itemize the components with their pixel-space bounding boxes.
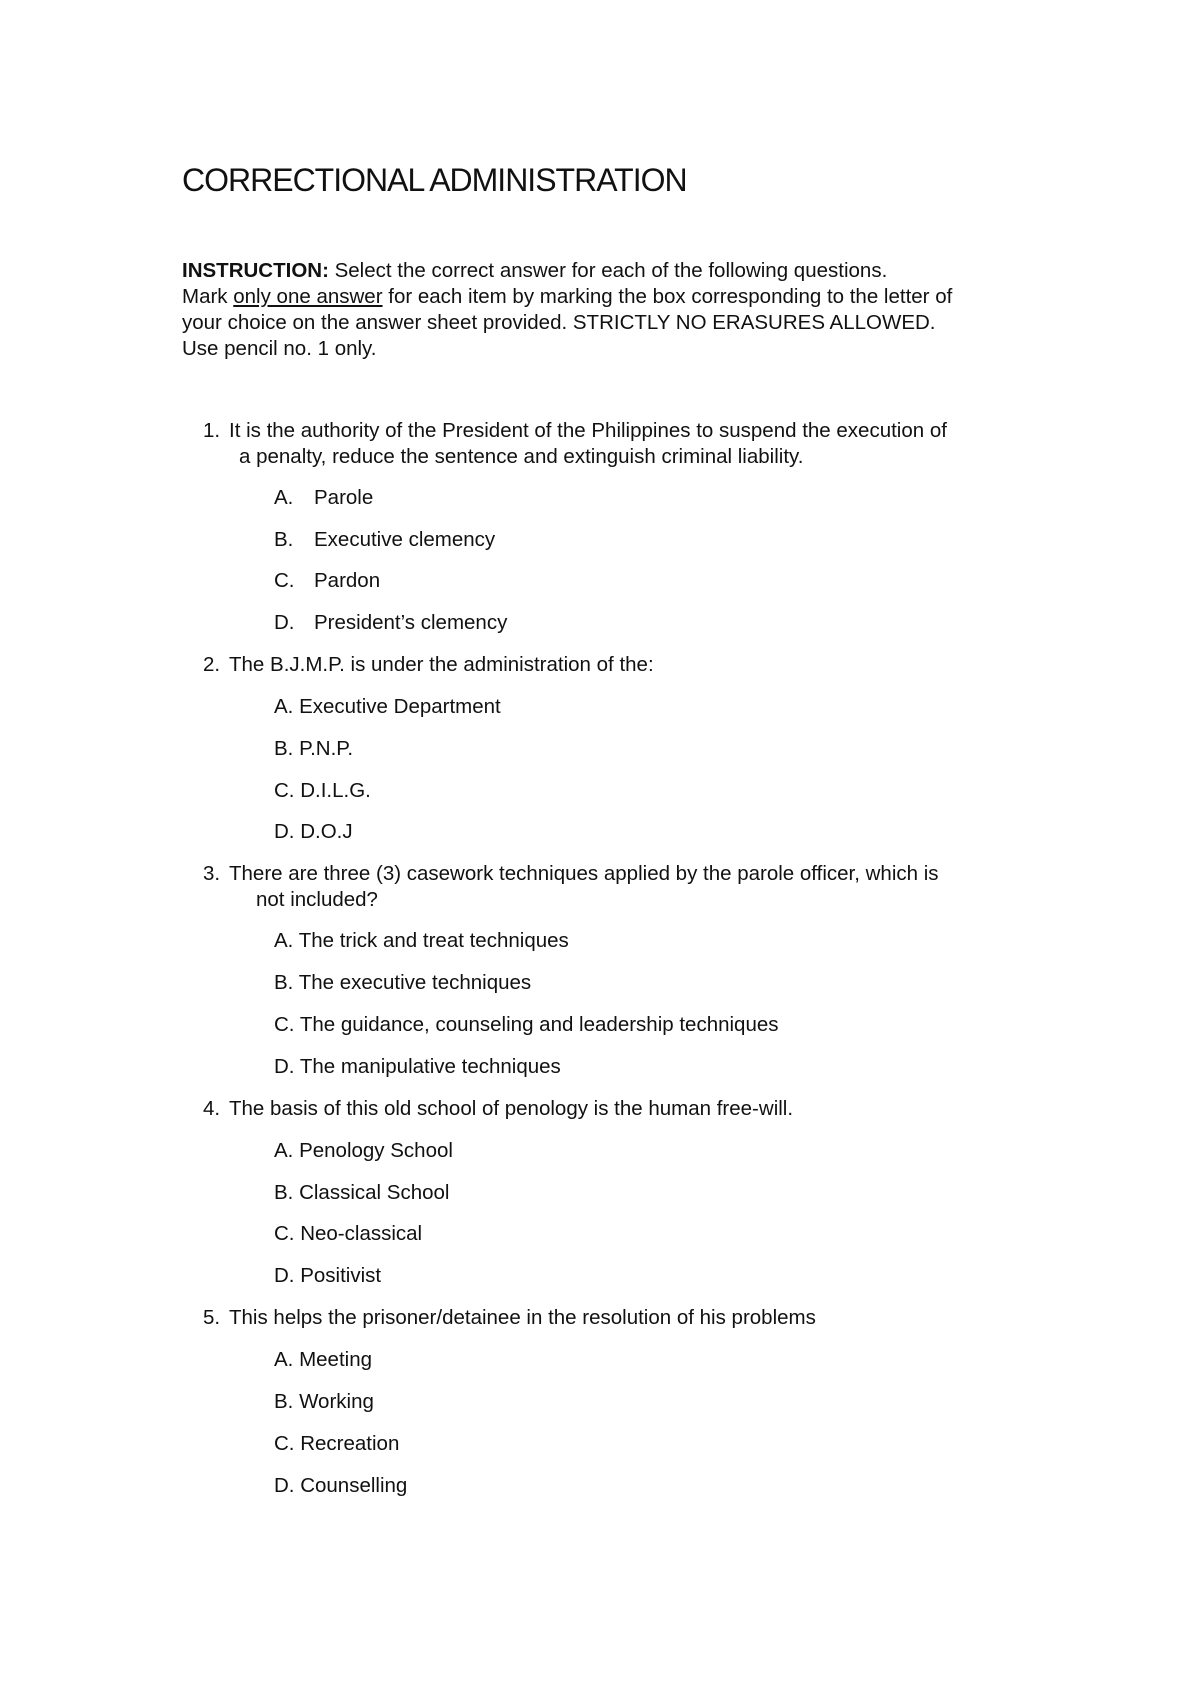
question-number: 3. [203, 862, 221, 885]
option-b [274, 1389, 374, 1415]
question-text: The basis of this old school of penology is the human free-will. [229, 1097, 794, 1120]
option-text: The guidance, counseling and leadership techniques [299, 1013, 779, 1036]
option-text: The manipulative techniques [299, 1055, 561, 1078]
question-number: 4. [203, 1097, 221, 1120]
question-stem [203, 1305, 1023, 1331]
question-stem [203, 861, 1023, 913]
option-letter: B. [274, 971, 294, 994]
option-a [274, 928, 569, 954]
option-letter: D. [274, 1474, 295, 1497]
instruction-emphasis: only one answer [233, 285, 383, 308]
instruction-line [182, 258, 1022, 284]
option-a [274, 1138, 453, 1164]
question-number: 2. [203, 653, 221, 676]
question-text-continued: not included? [256, 888, 378, 911]
option-b [274, 736, 353, 762]
option-text: Executive Department [299, 695, 501, 718]
option-letter: D. [274, 1264, 295, 1287]
option-text: President’s clemency [314, 611, 508, 634]
option-c [274, 1012, 779, 1038]
option-letter: C. [274, 569, 295, 592]
option-text: D.I.L.G. [300, 779, 371, 802]
question-text: There are three (3) casework techniques applied by the parole officer, which is [229, 862, 939, 885]
option-letter: B. [274, 1390, 294, 1413]
option-text: Working [299, 1390, 374, 1413]
question-text: The B.J.M.P. is under the administration of the: [229, 653, 654, 676]
option-text: Positivist [300, 1264, 382, 1287]
question-text: This helps the prisoner/detainee in the resolution of his problems [229, 1306, 816, 1329]
option-b [274, 970, 531, 996]
option-text: Neo-classical [300, 1222, 423, 1245]
instruction-text: Select the correct answer for each of the following questions. [328, 259, 888, 282]
option-b [274, 1180, 449, 1206]
option-text: Meeting [299, 1348, 373, 1371]
option-text: Penology School [299, 1139, 453, 1162]
option-letter: C. [274, 1222, 295, 1245]
option-text: D.O.J [300, 820, 353, 843]
option-text: Recreation [300, 1432, 400, 1455]
option-d [274, 819, 353, 845]
instruction-text: for each item by marking the box corresponding to the letter of [382, 285, 953, 308]
instruction-line [182, 284, 1022, 310]
question-stem [203, 1096, 1023, 1122]
option-letter: A. [274, 486, 294, 509]
option-letter: A. [274, 1139, 294, 1162]
option-letter: C. [274, 1432, 295, 1455]
document-title: CORRECTIONAL ADMINISTRATION [182, 162, 687, 198]
option-text: The executive techniques [298, 971, 532, 994]
option-a [274, 485, 373, 511]
option-b [274, 527, 495, 553]
question-stem [203, 418, 1023, 470]
option-c [274, 778, 371, 804]
option-letter: A. [274, 929, 294, 952]
option-text: The trick and treat techniques [298, 929, 569, 952]
option-letter: C. [274, 779, 295, 802]
option-text: Pardon [314, 569, 381, 592]
question-stem [203, 652, 1023, 678]
instruction-line: Use pencil no. 1 only. [182, 337, 377, 360]
instruction-text: Mark [182, 285, 234, 308]
question-number: 5. [203, 1306, 221, 1329]
option-letter: B. [274, 528, 294, 551]
option-letter: B. [274, 1181, 294, 1204]
option-letter: D. [274, 820, 295, 843]
question-number: 1. [203, 419, 221, 442]
option-c [274, 568, 380, 594]
option-letter: D. [274, 611, 295, 634]
option-letter: B. [274, 737, 294, 760]
option-d [274, 610, 507, 636]
option-letter: C. [274, 1013, 295, 1036]
question-text-continued: a penalty, reduce the sentence and extinguish criminal liability. [239, 445, 804, 468]
option-d [274, 1054, 561, 1080]
option-d [274, 1263, 381, 1289]
option-c [274, 1221, 422, 1247]
option-text: Classical School [299, 1181, 450, 1204]
option-d [274, 1473, 407, 1499]
instruction-label: INSTRUCTION: [182, 259, 329, 282]
option-letter: A. [274, 695, 294, 718]
option-text: Executive clemency [314, 528, 496, 551]
option-text: P.N.P. [299, 737, 354, 760]
question-text: It is the authority of the President of the Philippines to suspend the execution of [229, 419, 947, 442]
option-letter: D. [274, 1055, 295, 1078]
instruction-line: your choice on the answer sheet provided. STRICTLY NO ERASURES ALLOWED. [182, 311, 936, 334]
option-c [274, 1431, 399, 1457]
option-a [274, 1347, 372, 1373]
instruction-block [182, 258, 1022, 362]
option-a [274, 694, 501, 720]
option-text: Parole [314, 486, 374, 509]
option-letter: A. [274, 1348, 294, 1371]
option-text: Counselling [300, 1474, 408, 1497]
